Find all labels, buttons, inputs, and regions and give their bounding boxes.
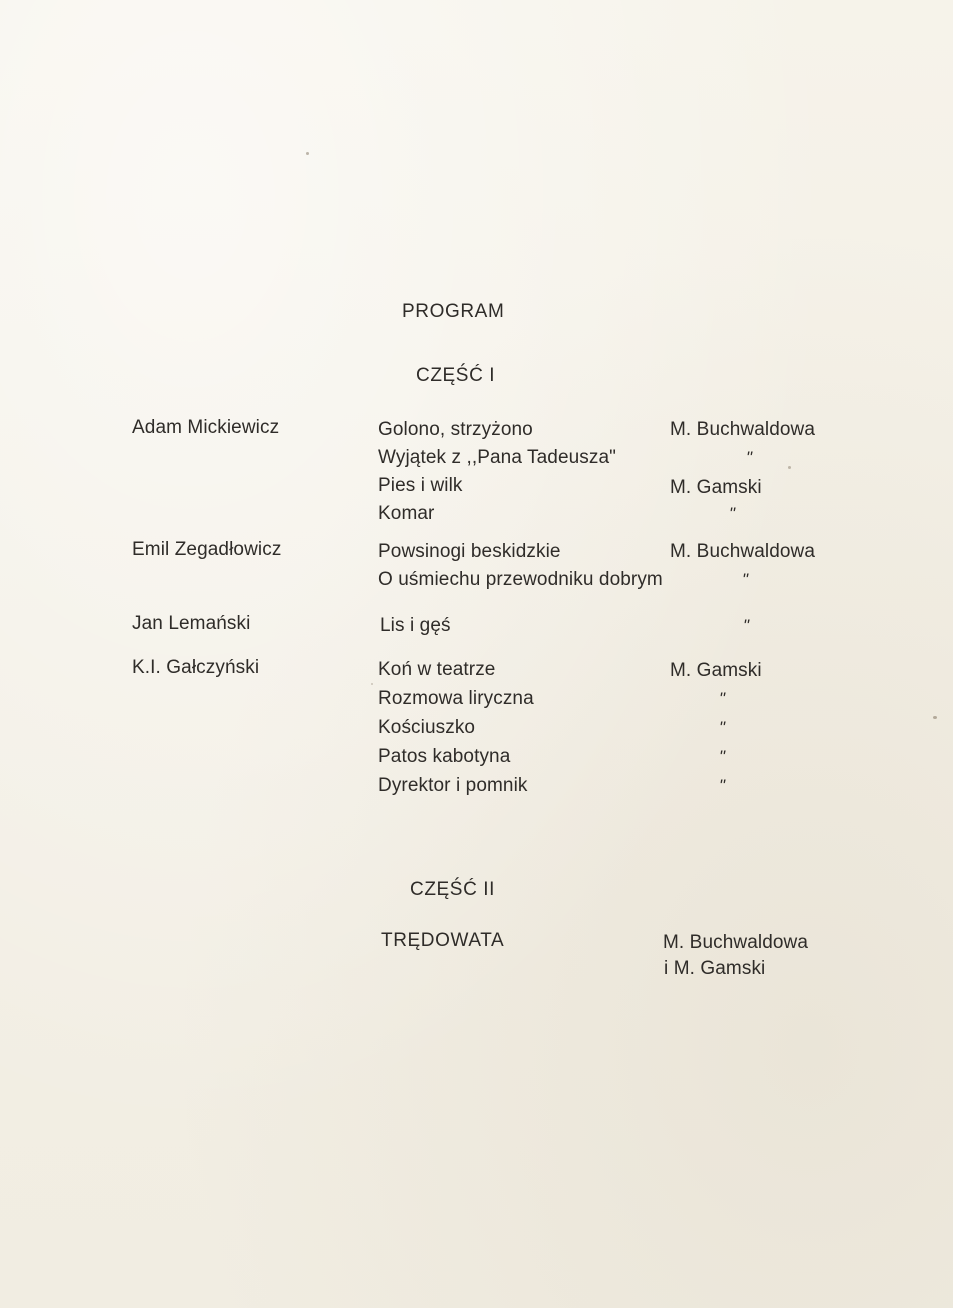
work-powsinogi: Powsinogi beskidzkie [378, 541, 561, 562]
performer-tredowata-1: M. Buchwaldowa [663, 932, 809, 953]
work-dyrektor-i-pomnik: Dyrektor i pomnik [378, 775, 528, 796]
performer-row-12-ditto: " [719, 776, 725, 795]
performer-tredowata-2: i M. Gamski [664, 958, 766, 979]
paper-speck [933, 716, 937, 719]
work-kon-w-teatrze: Koń w teatrze [378, 659, 496, 680]
performer-row-11-ditto: " [719, 747, 725, 766]
part-2-heading: CZĘŚĆ II [410, 879, 496, 900]
performer-row-6-ditto: " [742, 570, 748, 589]
paper-speck [306, 152, 309, 155]
work-tredowata: TRĘDOWATA [381, 930, 505, 951]
paper-speck [371, 683, 373, 685]
author-galczynski: K.I. Gałczyński [132, 657, 260, 678]
performer-row-5: M. Buchwaldowa [670, 541, 816, 562]
performer-row-3: M. Gamski [670, 477, 762, 498]
performer-row-9-ditto: " [719, 689, 725, 708]
performer-row-2-ditto: " [746, 448, 752, 467]
work-golono-strzyzono: Golono, strzyżono [378, 419, 533, 440]
work-rozmowa-liryczna: Rozmowa liryczna [378, 688, 534, 709]
work-pies-i-wilk: Pies i wilk [378, 475, 463, 496]
part-1-heading: CZĘŚĆ I [416, 365, 496, 386]
work-lis-i-ges: Lis i gęś [380, 615, 451, 636]
performer-row-10-ditto: " [719, 718, 725, 737]
paper-speck [788, 466, 791, 469]
performer-row-8: M. Gamski [670, 660, 762, 681]
work-pan-tadeusz: Wyjątek z ,,Pana Tadeusza" [378, 447, 617, 468]
program-title: PROGRAM [402, 301, 505, 322]
performer-row-4-ditto: " [729, 504, 735, 523]
performer-row-1: M. Buchwaldowa [670, 419, 816, 440]
author-mickiewicz: Adam Mickiewicz [132, 417, 280, 438]
work-kosciuszko: Kościuszko [378, 717, 476, 738]
work-patos-kabotyna: Patos kabotyna [378, 746, 511, 767]
performer-row-7-ditto: " [743, 616, 749, 635]
author-lemanski: Jan Lemański [132, 613, 251, 634]
author-zegadlowicz: Emil Zegadłowicz [132, 539, 282, 560]
work-o-usmiechu: O uśmiechu przewodniku dobrym [378, 569, 663, 590]
work-komar: Komar [378, 503, 435, 524]
